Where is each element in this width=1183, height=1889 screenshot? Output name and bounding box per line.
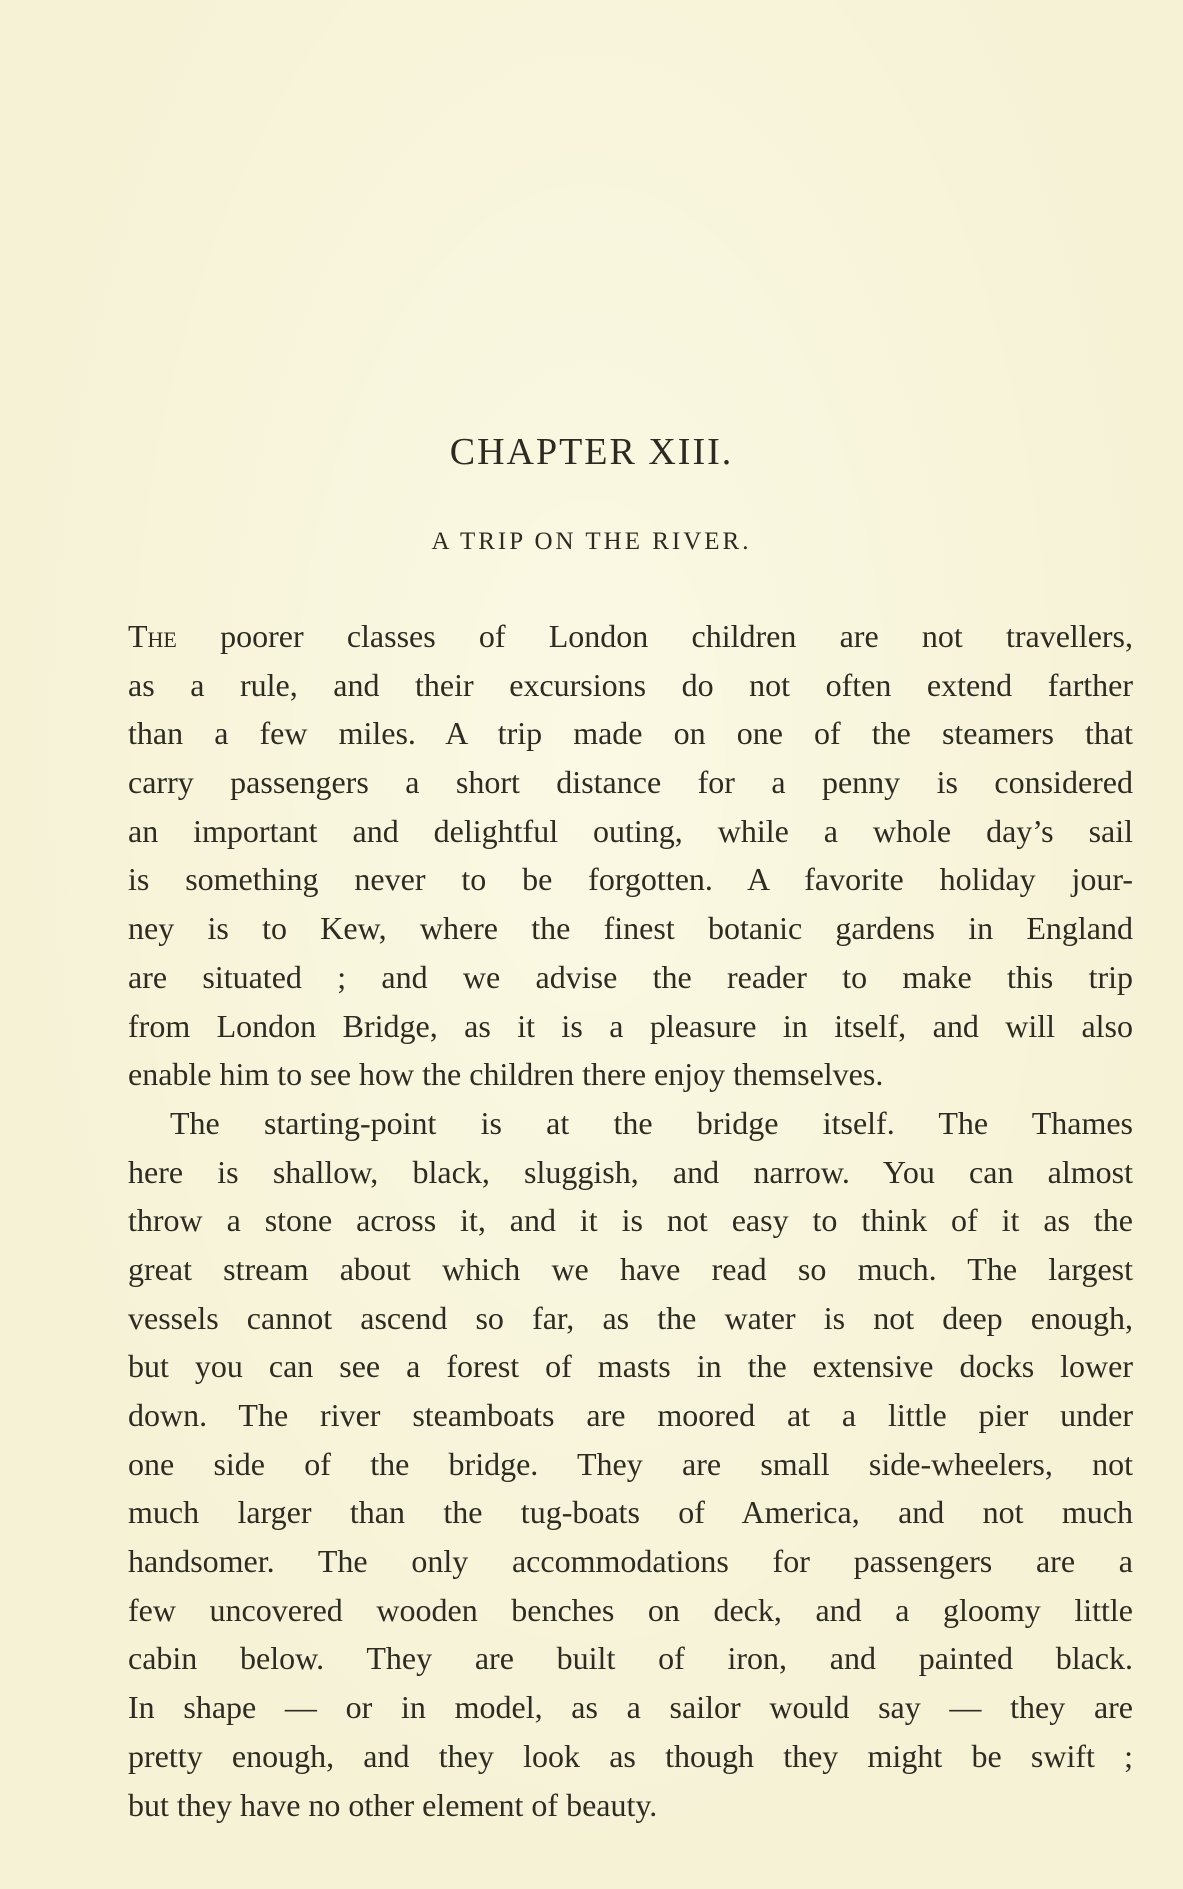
text-line-1 bbox=[128, 612, 1133, 661]
text-line-10: enable him to see how the children there enjoy themselves. bbox=[128, 1056, 884, 1093]
text-line-5: an important and delightful outing, while a whole day’s sail bbox=[128, 812, 1133, 849]
bleed-through-texture bbox=[118, 88, 1078, 135]
text-line-23: In shape — or in model, as a sailor would say — they are bbox=[128, 1689, 1133, 1726]
text-line-8: are situated ; and we advise the reader to make this trip bbox=[128, 958, 1133, 995]
text-line-9: from London Bridge, as it is a pleasure in itself, and will also bbox=[128, 1007, 1133, 1044]
text-line-4: carry passengers a short distance for a penny is considered bbox=[128, 764, 1133, 801]
text-line-21: few uncovered wooden benches on deck, and a gloomy little bbox=[128, 1591, 1133, 1628]
text-line-3: than a few miles. A trip made on one of the steamers that bbox=[128, 715, 1133, 752]
text-line-18: one side of the bridge. They are small side-wheelers, not bbox=[128, 1445, 1133, 1482]
text-line-15: vessels cannot ascend so far, as the water is not deep enough, bbox=[128, 1299, 1133, 1336]
text-line-7: ney is to Kew, where the finest botanic gardens in England bbox=[128, 910, 1133, 947]
text-line-12: here is shallow, black, sluggish, and narrow. You can almost bbox=[128, 1153, 1133, 1190]
text-line-13: throw a stone across it, and it is not easy to think of it as the bbox=[128, 1202, 1133, 1239]
text-line-20: handsomer. The only accommodations for passengers are a bbox=[128, 1543, 1133, 1580]
text-line-16: but you can see a forest of masts in the extensive docks lower bbox=[128, 1348, 1133, 1385]
text-line-11: The starting-point is at the bridge itself. The Thames bbox=[170, 1104, 1133, 1141]
chapter-heading: CHAPTER XIII. bbox=[449, 431, 734, 473]
text-line-25: but they have no other element of beauty. bbox=[128, 1786, 658, 1823]
text-line-17: down. The river steamboats are moored at a little pier under bbox=[128, 1397, 1133, 1433]
text-line-24: pretty enough, and they look as though they might be swift ; bbox=[128, 1737, 1133, 1774]
text-line-19: much larger than the tug-boats of America, and not much bbox=[128, 1494, 1133, 1531]
chapter-subtitle: A TRIP ON THE RIVER. bbox=[431, 528, 752, 555]
text-line-2: as a rule, and their excursions do not often extend farther bbox=[128, 666, 1133, 703]
text-line-1-rest: poorer classes of London children are not travellers, bbox=[220, 618, 1134, 654]
text-line-6: is something never to be forgotten. A favorite holiday jour- bbox=[128, 861, 1133, 898]
text-line-14: great stream about which we have read so much. The largest bbox=[128, 1250, 1133, 1287]
text-line-22: cabin below. They are built of iron, and painted black. bbox=[128, 1640, 1133, 1677]
lead-word: The bbox=[128, 618, 177, 654]
body-text bbox=[128, 612, 1133, 1829]
